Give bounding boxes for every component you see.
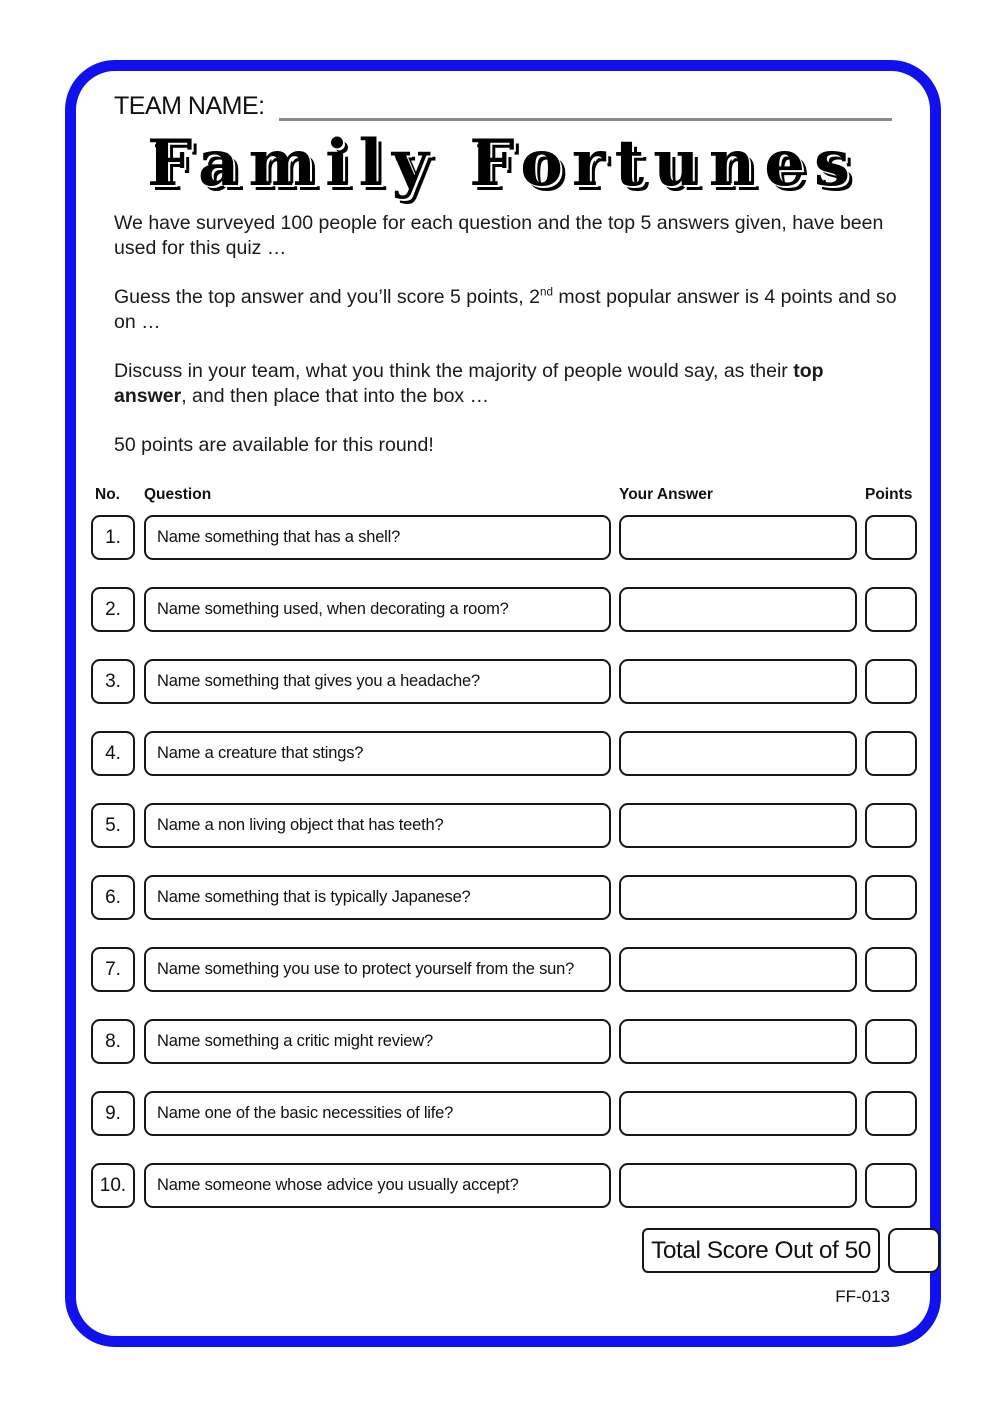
question-row-10 xyxy=(91,1163,892,1208)
question-row-8 xyxy=(91,1019,892,1064)
points-input-box[interactable] xyxy=(865,1019,917,1064)
team-name-row xyxy=(114,93,892,121)
worksheet-content xyxy=(76,71,930,1336)
answer-input-box[interactable] xyxy=(619,803,857,848)
points-input-box[interactable] xyxy=(865,803,917,848)
row-number: 10. xyxy=(91,1163,135,1208)
points-input-box[interactable] xyxy=(865,875,917,920)
total-score-input-box[interactable] xyxy=(888,1228,940,1273)
question-row-2 xyxy=(91,587,892,632)
question-row-7 xyxy=(91,947,892,992)
page-title: Family Fortunes xyxy=(147,126,859,201)
question-row-1 xyxy=(91,515,892,560)
superscript-nd: nd xyxy=(540,285,554,299)
instruction-paragraph-2: Guess the top answer and you’ll score 5 points, 2nd most popular answer is 4 points and so on … xyxy=(114,285,897,334)
worksheet-border xyxy=(65,60,941,1347)
row-number: 5. xyxy=(91,803,135,848)
row-number: 6. xyxy=(91,875,135,920)
question-text-box: Name something that gives you a headache? xyxy=(144,659,611,704)
question-text-box: Name something you use to protect yourself from the sun? xyxy=(144,947,611,992)
header-points: Points xyxy=(865,486,913,504)
answer-input-box[interactable] xyxy=(619,875,857,920)
row-number: 2. xyxy=(91,587,135,632)
answer-input-box[interactable] xyxy=(619,731,857,776)
answer-input-box[interactable] xyxy=(619,1019,857,1064)
instruction-paragraph-1: We have surveyed 100 people for each question and the top 5 answers given, have been used for this quiz … xyxy=(114,212,884,260)
row-number: 8. xyxy=(91,1019,135,1064)
points-input-box[interactable] xyxy=(865,1163,917,1208)
row-number: 7. xyxy=(91,947,135,992)
question-row-3 xyxy=(91,659,892,704)
question-text-box: Name something a critic might review? xyxy=(144,1019,611,1064)
answer-input-box[interactable] xyxy=(619,1091,857,1136)
points-input-box[interactable] xyxy=(865,587,917,632)
answer-input-box[interactable] xyxy=(619,947,857,992)
total-row-spacer xyxy=(114,1228,642,1273)
bold-top-answer: top answer xyxy=(114,360,824,408)
header-your-answer: Your Answer xyxy=(619,486,713,504)
question-row-4 xyxy=(91,731,892,776)
instructions xyxy=(114,211,900,458)
question-text-box: Name something used, when decorating a room? xyxy=(144,587,611,632)
answer-input-box[interactable] xyxy=(619,515,857,560)
question-row-9 xyxy=(91,1091,892,1136)
quiz-table xyxy=(91,486,913,1208)
question-text-box: Name someone whose advice you usually accept? xyxy=(144,1163,611,1208)
question-row-6 xyxy=(91,875,892,920)
row-number: 1. xyxy=(91,515,135,560)
question-text-box: Name something that is typically Japanese? xyxy=(144,875,611,920)
question-text-box: Name a non living object that has teeth? xyxy=(144,803,611,848)
points-input-box[interactable] xyxy=(865,659,917,704)
instruction-paragraph-4: 50 points are available for this round! xyxy=(114,434,434,457)
points-input-box[interactable] xyxy=(865,1091,917,1136)
answer-input-box[interactable] xyxy=(619,1163,857,1208)
table-header-row xyxy=(91,486,913,504)
instruction-paragraph-3: Discuss in your team, what you think the majority of people would say, as their top answer, and then place that into the box … xyxy=(114,360,824,408)
row-number: 4. xyxy=(91,731,135,776)
points-input-box[interactable] xyxy=(865,947,917,992)
row-number: 3. xyxy=(91,659,135,704)
team-name-input-line[interactable] xyxy=(279,97,892,121)
question-text-box: Name one of the basic necessities of life? xyxy=(144,1091,611,1136)
row-number: 9. xyxy=(91,1091,135,1136)
total-score-label-box: Total Score Out of 50 xyxy=(642,1228,880,1273)
header-question: Question xyxy=(144,486,212,504)
points-input-box[interactable] xyxy=(865,731,917,776)
answer-input-box[interactable] xyxy=(619,587,857,632)
question-text-box: Name a creature that stings? xyxy=(144,731,611,776)
header-no: No. xyxy=(95,486,120,504)
question-row-5 xyxy=(91,803,892,848)
answer-input-box[interactable] xyxy=(619,659,857,704)
points-input-box[interactable] xyxy=(865,515,917,560)
sheet-code: FF-013 xyxy=(835,1287,890,1307)
question-text-box: Name something that has a shell? xyxy=(144,515,611,560)
total-score-row xyxy=(114,1228,892,1273)
team-name-label: TEAM NAME: xyxy=(114,92,265,120)
